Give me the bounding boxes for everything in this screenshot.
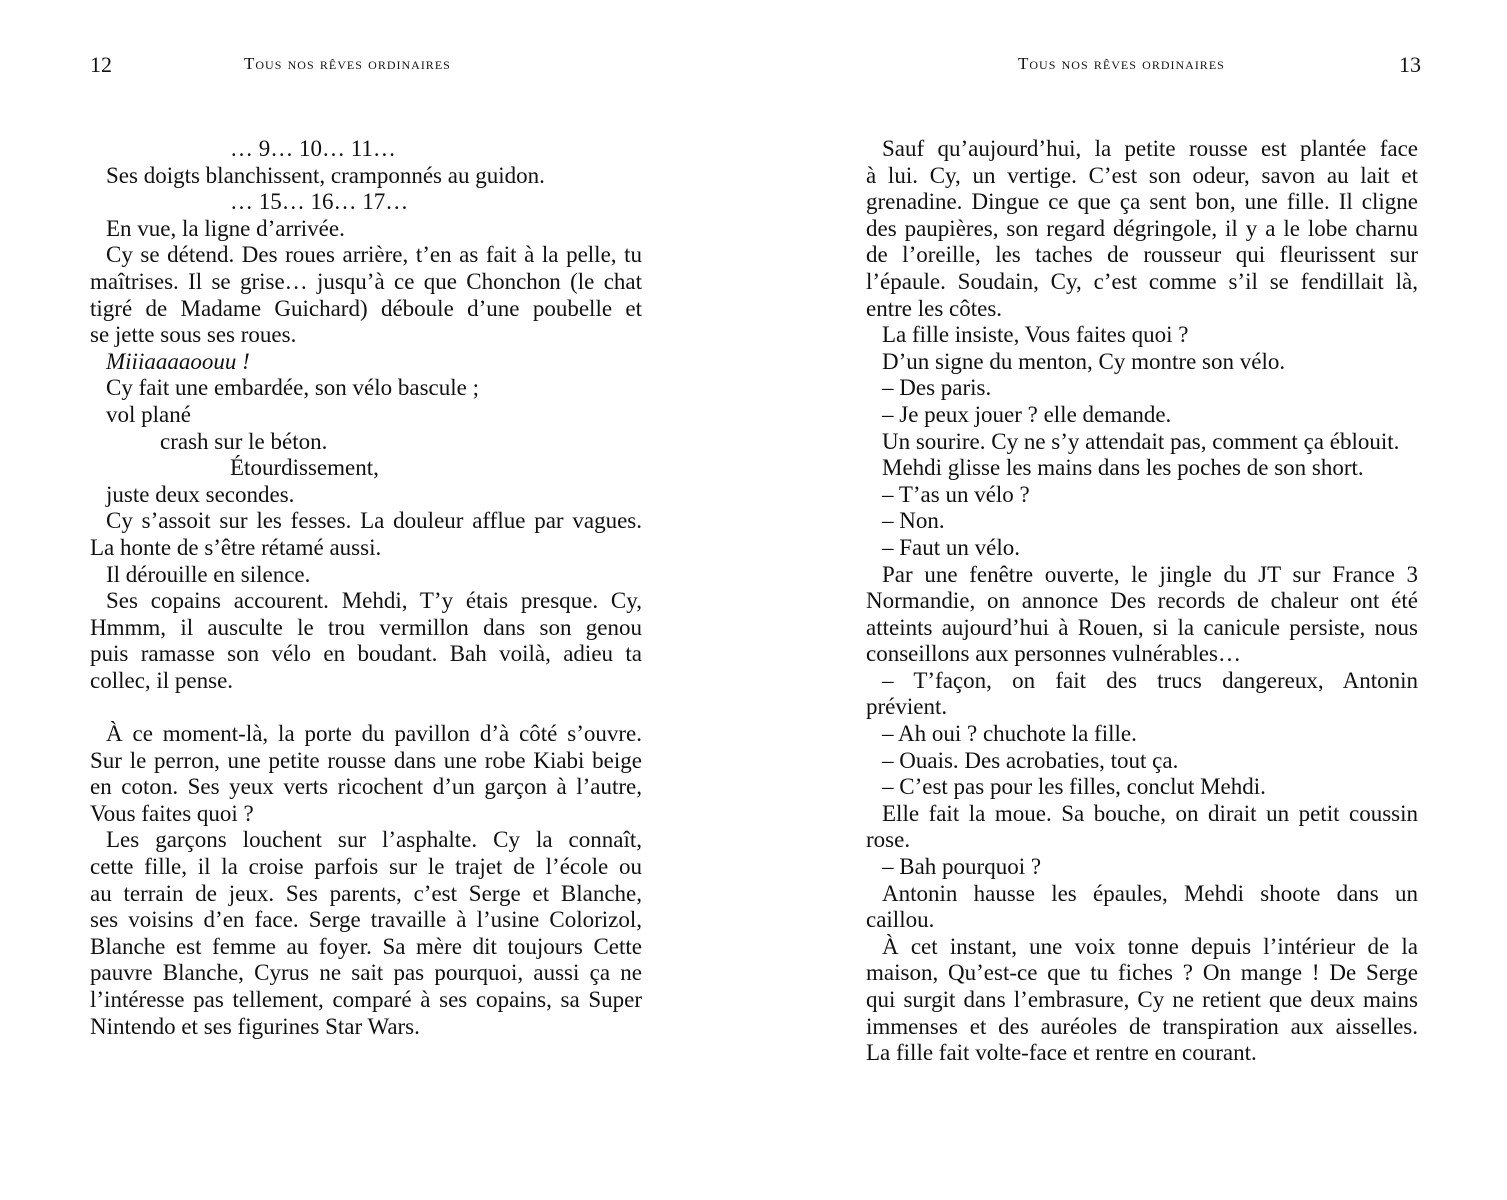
text-line: grenadine. Dingue ce que ça sent bon, une fille. Il cligne — [866, 189, 1418, 215]
text-line: Par une fenêtre ouverte, le jingle du JT sur France 3 — [882, 561, 1418, 587]
text-line: crash sur le béton. — [160, 428, 328, 454]
paragraph-gap — [90, 694, 642, 721]
text-line: Sur le perron, une petite rousse dans une robe Kiabi beige — [90, 747, 642, 773]
text-line: de l’oreille, les taches de rousseur qui fleurissent sur — [866, 242, 1418, 268]
text-line: La fille insiste, Vous faites quoi ? — [882, 322, 1189, 348]
text-line: – Ouais. Des acrobaties, tout ça. — [882, 747, 1179, 773]
text-line: tigré de Madame Guichard) déboule d’une poubelle et — [90, 295, 642, 321]
text-line: Normandie, on annonce Des records de chaleur ont été — [866, 588, 1418, 614]
text-line: – Non. — [882, 508, 945, 534]
text-line: des paupières, son regard dégringole, il y a le lobe charnu — [866, 215, 1418, 241]
text-line: conseillons aux personnes vulnérables… — [866, 641, 1241, 667]
text-line: ses voisins d’en face. Serge travaille à l’usine Colorizol, — [90, 907, 642, 933]
text-line: l’intéresse pas tellement, comparé à ses copains, sa Super — [90, 987, 642, 1012]
text-line: l’épaule. Soudain, Cy, c’est comme s’il se fendillait là, — [866, 268, 1418, 294]
text-line: À ce moment-là, la porte du pavillon d’à côté s’ouvre. — [106, 721, 642, 747]
text-line: vol plané — [106, 401, 191, 427]
text-line: D’un signe du menton, Cy montre son vélo. — [882, 348, 1286, 374]
running-head — [244, 54, 451, 74]
text-line: – Je peux jouer ? elle demande. — [882, 401, 1172, 427]
text-line: – C’est pas pour les filles, conclut Mehdi. — [882, 774, 1266, 800]
text-line: – T’as un vélo ? — [882, 481, 1030, 507]
text-line: maison, Qu’est-ce que tu fiches ? On mange ! De Serge — [866, 960, 1418, 986]
text-line: à lui. Cy, un vertige. C’est son odeur, savon au lait et — [866, 162, 1418, 188]
text-line: Blanche est femme au foyer. Sa mère dit toujours Cette — [90, 933, 642, 959]
text-line: Elle fait la moue. Sa bouche, on dirait un petit coussin — [882, 800, 1418, 826]
running-head — [1018, 54, 1225, 74]
text-line: Hmmm, il ausculte le trou vermillon dans son genou — [90, 614, 642, 640]
text-line: rose. — [866, 827, 911, 853]
text-line: prévient. — [866, 694, 948, 720]
text-line: – T’façon, on fait des trucs dangereux, Antonin — [882, 667, 1418, 693]
text-line: La honte de s’être rétamé aussi. — [90, 534, 382, 560]
text-line: En vue, la ligne d’arrivée. — [106, 215, 345, 241]
right-page — [753, 0, 1507, 1200]
text-line: Ses doigts blanchissent, cramponnés au guidon. — [106, 162, 545, 188]
page-number: 13 — [1399, 52, 1421, 77]
text-line: Cy fait une embardée, son vélo bascule ; — [106, 375, 479, 401]
left-page — [0, 0, 753, 1200]
text-line: – Ah oui ? chuchote la fille. — [882, 721, 1137, 747]
text-line: immenses et des auréoles de transpiration aux aisselles. — [866, 1013, 1418, 1039]
text-line: … 9… 10… 11… — [230, 136, 396, 161]
text-line: Cy s’assoit sur les fesses. La douleur afflue par vagues. — [106, 508, 642, 534]
text-line: maîtrises. Il se grise… jusqu’à ce que Chonchon (le chat — [90, 268, 642, 294]
text-line: Vous faites quoi ? — [90, 800, 254, 826]
text-line: Il dérouille en silence. — [106, 561, 311, 587]
text-line: au terrain de jeux. Ses parents, c’est Serge et Blanche, — [90, 880, 642, 906]
text-line: Les garçons louchent sur l’asphalte. Cy la connaît, — [106, 827, 642, 853]
book-title: Tous nos rêves ordinaires — [1018, 54, 1225, 73]
text-line: collec, il pense. — [90, 667, 234, 693]
text-line: pauvre Blanche, Cyrus ne sait pas pourquoi, aussi ça ne — [90, 960, 642, 986]
text-line: atteints aujourd’hui à Rouen, si la canicule persiste, nous — [866, 614, 1418, 640]
text-line: entre les côtes. — [866, 295, 1003, 321]
text-line: Cy se détend. Des roues arrière, t’en as fait à la pelle, tu — [106, 242, 642, 268]
text-line: Nintendo et ses figurines Star Wars. — [90, 1013, 420, 1039]
text-line: Miiiaaaaoouu ! — [106, 348, 250, 374]
text-line: Ses copains accourent. Mehdi, T’y étais presque. Cy, — [106, 588, 642, 614]
text-line: cette fille, il la croise parfois sur le trajet de l’école ou — [90, 854, 642, 880]
text-line: Étourdissement, — [230, 455, 379, 481]
text-line: caillou. — [866, 907, 935, 933]
book-title: Tous nos rêves ordinaires — [244, 54, 451, 73]
text-line: Sauf qu’aujourd’hui, la petite rousse est plantée face — [882, 136, 1418, 161]
text-line: juste deux secondes. — [106, 481, 295, 507]
text-line: La fille fait volte-face et rentre en courant. — [866, 1040, 1257, 1066]
body-text — [90, 136, 642, 1040]
text-line: À cet instant, une voix tonne depuis l’intérieur de la — [882, 933, 1418, 959]
text-line: Antonin hausse les épaules, Mehdi shoote dans un — [882, 880, 1418, 906]
text-line: en coton. Ses yeux verts ricochent d’un garçon à l’autre, — [90, 774, 642, 800]
text-line: puis ramasse son vélo en boudant. Bah voilà, adieu ta — [90, 641, 642, 667]
text-line: se jette sous ses roues. — [90, 322, 297, 348]
text-line: – Faut un vélo. — [882, 534, 1020, 560]
text-line: qui surgit dans l’embrasure, Cy ne retient que deux mains — [866, 987, 1418, 1012]
text-line: … 15… 16… 17… — [230, 189, 409, 215]
text-line: Un sourire. Cy ne s’y attendait pas, comment ça éblouit. — [882, 428, 1400, 454]
text-line: Mehdi glisse les mains dans les poches de son short. — [882, 455, 1364, 481]
page-number: 12 — [90, 52, 112, 77]
text-line: – Des paris. — [882, 375, 992, 401]
body-text — [866, 136, 1418, 1067]
text-line: – Bah pourquoi ? — [882, 854, 1042, 880]
